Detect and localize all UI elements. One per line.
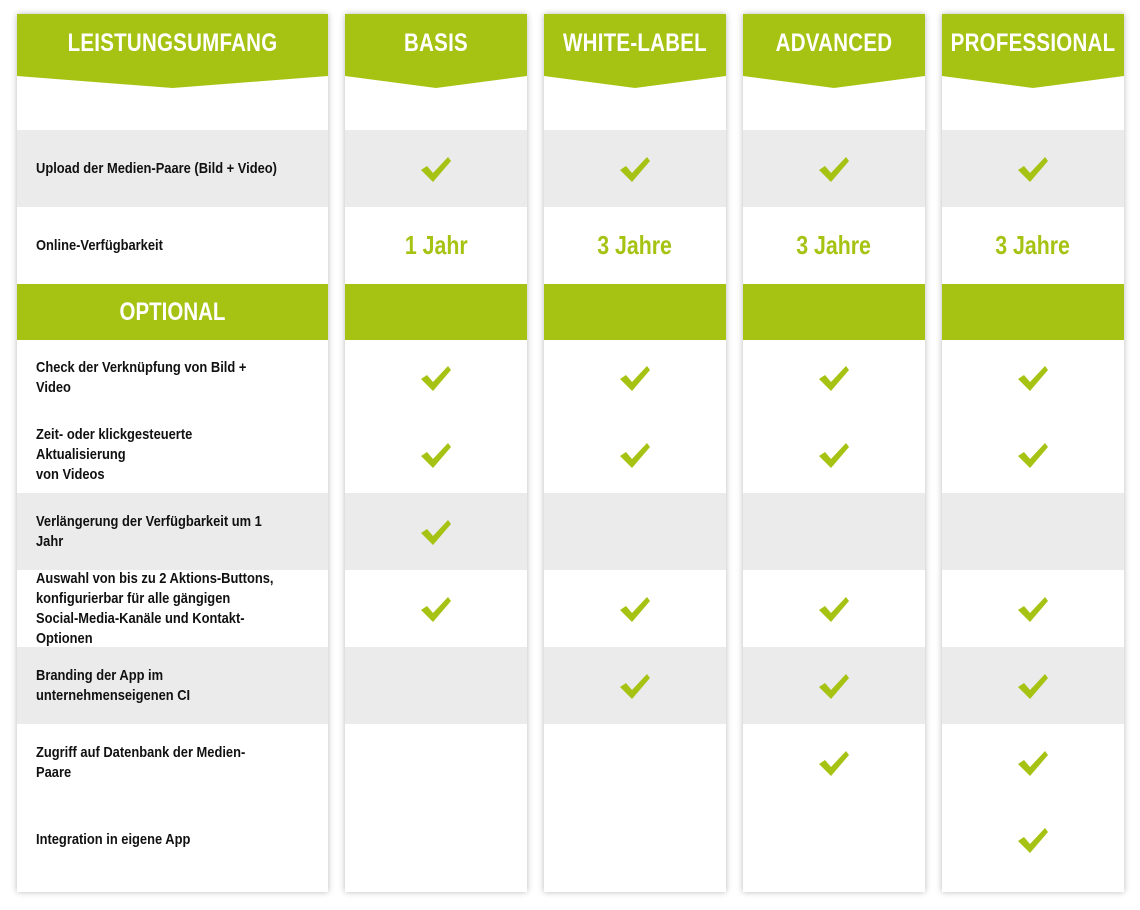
header-arrow-tip [544, 72, 726, 88]
check-icon [817, 595, 851, 623]
availability-value: 3 Jahre [995, 230, 1071, 260]
check-icon [1016, 749, 1050, 777]
feature-label: Integration in eigene App [36, 830, 191, 848]
cell-advanced [743, 207, 925, 284]
feature-label: Check der Verknüpfung von Bild + Video [36, 359, 247, 396]
check-icon [419, 595, 453, 623]
table-row [743, 130, 925, 207]
check-icon [1016, 441, 1050, 469]
section-row [942, 284, 1124, 340]
check-icon [1016, 672, 1050, 700]
cell-basis [345, 493, 527, 570]
check-icon [419, 155, 453, 183]
column-header-label-basis: BASIS [404, 28, 468, 57]
table-row [17, 416, 328, 493]
header-arrow-tip [942, 72, 1124, 88]
check-icon [1016, 595, 1050, 623]
table-row [17, 207, 328, 284]
cell-basis [345, 570, 527, 647]
availability-value: 3 Jahre [597, 230, 673, 260]
cell-professional [942, 207, 1124, 284]
table-row [942, 493, 1124, 570]
feature-label: Verlängerung der Verfügbarkeit um 1 Jahr [36, 512, 262, 550]
check-icon [1016, 364, 1050, 392]
cell-advanced [743, 130, 925, 207]
table-row [942, 416, 1124, 493]
column-features [17, 14, 328, 892]
table-row [743, 207, 925, 284]
cell-professional [942, 647, 1124, 724]
table-row [743, 416, 925, 493]
table-row [544, 647, 726, 724]
table-row [17, 130, 328, 207]
table-row [743, 647, 925, 724]
table-row [544, 801, 726, 878]
table-row [544, 724, 726, 801]
table-row [345, 416, 527, 493]
cell-advanced [743, 724, 925, 801]
column-whitelabel [544, 14, 726, 892]
table-row [345, 130, 527, 207]
table-row [345, 801, 527, 878]
table-row [544, 493, 726, 570]
header-arrow-tip [17, 72, 328, 88]
section-row [345, 284, 527, 340]
check-icon [817, 364, 851, 392]
table-row [345, 570, 527, 647]
table-row [942, 130, 1124, 207]
cell-whitelabel [544, 207, 726, 284]
table-row [942, 207, 1124, 284]
check-icon [618, 441, 652, 469]
table-row [17, 493, 328, 570]
feature-label: Branding der App im unternehmenseigenen CI [36, 666, 191, 704]
check-icon [1016, 826, 1050, 854]
check-icon [817, 749, 851, 777]
cell-advanced [743, 340, 925, 416]
table-row [544, 570, 726, 647]
table-row [942, 647, 1124, 724]
check-icon [817, 672, 851, 700]
table-row [544, 416, 726, 493]
column-advanced [743, 14, 925, 892]
table-row [345, 724, 527, 801]
cell-basis [345, 340, 527, 416]
table-row [544, 207, 726, 284]
check-icon [618, 155, 652, 183]
section-row [17, 284, 328, 340]
cell-professional [942, 570, 1124, 647]
feature-label: Zeit- oder klickgesteuerte Aktualisierung von Videos [36, 425, 193, 483]
column-header-label-whitelabel: WHITE-LABEL [563, 28, 707, 57]
table-row [544, 130, 726, 207]
cell-professional [942, 724, 1124, 801]
cell-whitelabel [544, 130, 726, 207]
feature-label: Online-Verfügbarkeit [36, 236, 163, 254]
table-row [17, 801, 328, 878]
table-row [17, 724, 328, 801]
availability-value: 1 Jahr [404, 230, 468, 260]
cell-advanced [743, 570, 925, 647]
table-row [743, 724, 925, 801]
cell-basis [345, 130, 527, 207]
check-icon [618, 364, 652, 392]
table-row [17, 340, 328, 416]
section-row [743, 284, 925, 340]
cell-advanced [743, 416, 925, 493]
cell-professional [942, 130, 1124, 207]
section-title: OPTIONAL [119, 298, 226, 326]
column-header-label-professional: PROFESSIONAL [950, 28, 1116, 57]
cell-whitelabel [544, 340, 726, 416]
column-basis [345, 14, 527, 892]
feature-label: Upload der Medien-Paare (Bild + Video) [36, 159, 277, 177]
table-row [743, 493, 925, 570]
cell-basis [345, 416, 527, 493]
availability-value: 3 Jahre [796, 230, 872, 260]
table-row [17, 570, 328, 647]
feature-label: Zugriff auf Datenbank der Medien-Paare [36, 743, 246, 781]
cell-basis [345, 207, 527, 284]
table-row [942, 340, 1124, 416]
section-row [544, 284, 726, 340]
table-row [743, 570, 925, 647]
check-icon [618, 595, 652, 623]
table-row [17, 647, 328, 724]
check-icon [817, 441, 851, 469]
cell-whitelabel [544, 416, 726, 493]
cell-advanced [743, 647, 925, 724]
cell-professional [942, 340, 1124, 416]
check-icon [419, 518, 453, 546]
table-row [345, 647, 527, 724]
header-arrow-tip [743, 72, 925, 88]
table-row [942, 724, 1124, 801]
column-header-label-features: LEISTUNGSUMFANG [67, 28, 278, 57]
table-row [942, 570, 1124, 647]
check-icon [419, 441, 453, 469]
check-icon [817, 155, 851, 183]
column-professional [942, 14, 1124, 892]
table-row [345, 493, 527, 570]
table-row [743, 340, 925, 416]
table-row [345, 340, 527, 416]
cell-whitelabel [544, 570, 726, 647]
table-row [544, 340, 726, 416]
cell-professional [942, 416, 1124, 493]
cell-whitelabel [544, 647, 726, 724]
check-icon [618, 672, 652, 700]
check-icon [1016, 155, 1050, 183]
table-row [345, 207, 527, 284]
table-row [942, 801, 1124, 878]
table-row [743, 801, 925, 878]
column-header-label-advanced: ADVANCED [775, 28, 893, 57]
feature-label: Auswahl von bis zu 2 Aktions-Buttons, konfigurierbar für alle gängigen Social-Media-Kanäle und Kontakt-Optionen [36, 569, 274, 647]
check-icon [419, 364, 453, 392]
header-arrow-tip [345, 72, 527, 88]
cell-professional [942, 801, 1124, 878]
